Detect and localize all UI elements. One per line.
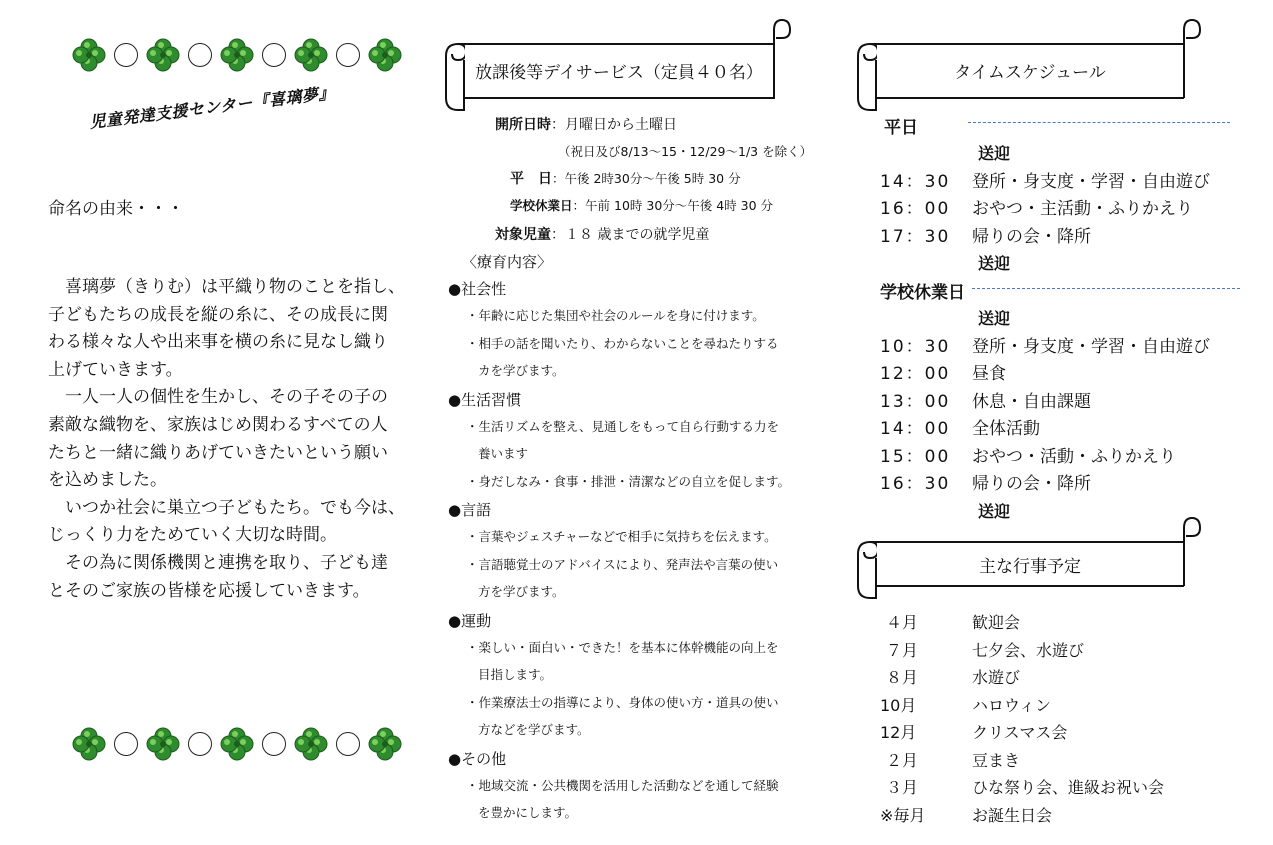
event-month: ３月 [886, 778, 919, 797]
circle-icon [262, 732, 286, 756]
schedule-time: 12：00 [880, 364, 951, 384]
section-title: ●運動 [448, 611, 492, 630]
care-content-heading: 〈療育内容〉 [462, 253, 553, 271]
weekday-hours [510, 168, 741, 188]
clover-decoration-bottom [72, 727, 402, 761]
section-item: ・作業療法士の指導により、身体の使い方・道具の使い [466, 694, 779, 710]
story-line: じっくり力をためていく大切な時間。 [48, 525, 337, 546]
holiday-heading: 学校休業日 [880, 283, 965, 303]
section-item: ・相手の話を聞いたり、わからないことを尋ねたりする [466, 335, 779, 351]
section-item-continued: カを学びます。 [478, 363, 565, 378]
schedule-title: タイムスケジュール [954, 63, 1106, 83]
event-month: ２月 [886, 750, 919, 770]
section-item-continued: 方などを学びます。 [478, 722, 590, 737]
event-month: 12月 [880, 723, 917, 742]
section-item: ・楽しい・面白い・できた！を基本に体幹機能の向上を [466, 639, 779, 655]
circle-icon [336, 43, 360, 67]
event-month: ８月 [886, 668, 919, 687]
after-school-service-banner [444, 18, 794, 114]
section-item-continued: 養います [478, 446, 529, 461]
circle-icon [262, 43, 286, 67]
circle-icon [188, 43, 212, 67]
story-line: 素敵な織物を、家族はじめ関わるすべての人 [48, 414, 388, 435]
open-days [495, 114, 677, 134]
target-value: ：１８ 歳までの就学児童 [551, 227, 710, 243]
story-line: 上げていきます。 [48, 359, 183, 380]
story-line: 喜璃夢（きりむ）は平織り物のことを指し、 [48, 277, 405, 297]
weekday-heading: 平日 [884, 118, 918, 138]
clover-icon [146, 38, 180, 72]
clover-icon [368, 727, 402, 761]
section-title: ●その他 [448, 749, 507, 768]
banner-title: 放課後等デイサービス（定員４０名） [475, 63, 763, 83]
section-title: ●言語 [448, 501, 492, 519]
event-name: お誕生日会 [972, 805, 1053, 825]
event-name: 豆まき [972, 750, 1021, 770]
section-item-continued: 目指します。 [478, 667, 553, 682]
section-title: ●社会性 [448, 280, 507, 298]
story-line: たちと一緒に織りあげていきたいという願い [48, 442, 388, 463]
event-month: 10月 [880, 695, 917, 715]
section-item: ・生活リズムを整え、見通しをもって自ら行動する力を [466, 418, 780, 434]
closed-days-note: （祝日及び8/13～15・12/29～1/3 を除く） [558, 144, 813, 159]
origin-heading: 命名の由来・・・ [48, 199, 184, 219]
clover-icon [72, 727, 106, 761]
section-title: ●生活習慣 [448, 390, 522, 409]
weekday-divider [968, 122, 1230, 123]
story-line: わる様々な人や出来事を横の糸に見なし織り [48, 332, 388, 353]
event-name: ひな祭り会、進級お祝い会 [972, 778, 1165, 797]
clover-icon [220, 727, 254, 761]
schedule-activity: 登所・身支度・学習・自由遊び [972, 171, 1210, 192]
section-item: ・身だしなみ・食事・排泄・清潔などの自立を促します。 [466, 473, 791, 489]
name-origin-story [48, 274, 428, 605]
clover-decoration-top [72, 38, 402, 72]
schedule-activity: 帰りの会・降所 [972, 474, 1091, 494]
section-item-continued: を豊かにします。 [478, 805, 578, 820]
center-name: 児童発達支援センター『喜璃夢』 [88, 82, 336, 132]
weekday-label: 平 日 [510, 171, 552, 187]
schedule-time: 17：30 [880, 226, 951, 247]
event-month: ７月 [886, 640, 919, 660]
events-title: 主な行事予定 [979, 557, 1081, 577]
clover-icon [72, 38, 106, 72]
schedule-time: 16：00 [880, 199, 951, 219]
story-line: いつか社会に巣立つ子どもたち。でも今は、 [48, 497, 405, 518]
holiday-value: ：午前 10時 30分～午後 4時 30 分 [572, 198, 774, 213]
clover-icon [294, 38, 328, 72]
holiday-hours [510, 196, 773, 214]
clover-icon [294, 727, 328, 761]
schedule-time: 10：30 [880, 336, 951, 357]
pickup-dropoff: 送迎 [978, 144, 1011, 163]
section-item: ・年齢に応じた集団や社会のルールを身に付けます。 [466, 308, 765, 323]
time-schedule-banner [856, 18, 1204, 114]
weekday-value: ：午後 2時30分～午後 5時 30 分 [552, 171, 741, 186]
section-item: ・言語聴覚士のアドバイスにより、発声法や言葉の使い [466, 556, 779, 572]
schedule-activity: 昼食 [972, 364, 1006, 384]
circle-icon [336, 732, 360, 756]
event-month: ４月 [886, 613, 919, 632]
circle-icon [114, 732, 138, 756]
open-days-label: 開所日時 [495, 117, 551, 133]
schedule-activity: 全体活動 [972, 419, 1040, 439]
schedule-time: 16：30 [880, 474, 951, 494]
story-line: 一人一人の個性を生かし、その子その子の [48, 387, 388, 408]
schedule-time: 14：30 [880, 171, 951, 192]
story-line: を込めました。 [48, 470, 167, 491]
event-name: クリスマス会 [972, 723, 1068, 742]
target-children [495, 224, 709, 244]
schedule-activity: おやつ・主活動・ふりかえり [972, 199, 1193, 219]
events-banner [856, 516, 1204, 612]
event-name: 歓迎会 [972, 613, 1021, 632]
section-item-continued: 方を学びます。 [478, 584, 565, 599]
circle-icon [188, 732, 212, 756]
story-line: その為に関係機関と連携を取り、子ども達 [48, 552, 388, 573]
event-name: 七夕会、水遊び [972, 640, 1085, 660]
event-name: 水遊び [972, 668, 1021, 687]
clover-icon [368, 38, 402, 72]
pickup-dropoff: 送迎 [978, 501, 1011, 521]
section-item: ・地域交流・公共機関を活用した活動などを通して経験 [466, 777, 779, 793]
schedule-time: 15：00 [880, 446, 951, 467]
pickup-dropoff: 送迎 [978, 254, 1011, 273]
section-item: ・言葉やジェスチャーなどで相手に気持ちを伝えます。 [466, 529, 777, 544]
story-line: とそのご家族の皆様を応援していきます。 [48, 580, 370, 601]
holiday-label: 学校休業日 [510, 198, 573, 213]
schedule-time: 14：00 [880, 419, 951, 439]
event-month: ※毎月 [880, 805, 926, 825]
schedule-time: 13：00 [880, 391, 951, 412]
clover-icon [146, 727, 180, 761]
schedule-activity: 登所・身支度・学習・自由遊び [972, 336, 1210, 357]
schedule-activity: おやつ・活動・ふりかえり [972, 446, 1176, 467]
clover-icon [220, 38, 254, 72]
schedule-activity: 帰りの会・降所 [972, 226, 1091, 247]
pickup-dropoff: 送迎 [978, 309, 1011, 328]
open-days-value: ：月曜日から土曜日 [551, 117, 677, 133]
event-name: ハロウィン [972, 695, 1052, 715]
schedule-activity: 休息・自由課題 [972, 391, 1091, 412]
story-line: 子どもたちの成長を縦の糸に、その成長に関 [48, 304, 388, 325]
holiday-divider [972, 288, 1240, 289]
target-label: 対象児童 [495, 227, 551, 243]
circle-icon [114, 43, 138, 67]
